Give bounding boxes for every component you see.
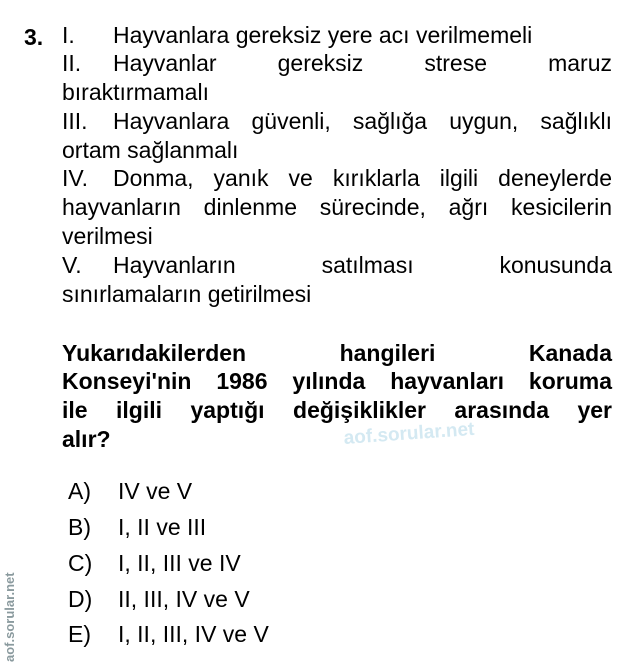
- option-text: II, III, IV ve V: [118, 586, 250, 612]
- watermark: aof.sorular.net: [343, 418, 476, 449]
- statement-3: [62, 107, 612, 135]
- statement-numeral: V.: [62, 252, 82, 278]
- option-key: C): [68, 550, 93, 576]
- side-watermark: aof.sorular.net: [2, 572, 17, 662]
- statement-3-cont: ortam sağlanmalı: [62, 137, 239, 163]
- option-a[interactable]: [68, 476, 192, 506]
- statement-numeral: III.: [62, 108, 88, 134]
- option-b[interactable]: [68, 512, 206, 542]
- statement-text: Hayvanların satılması konusunda: [113, 252, 612, 278]
- statement-2-cont: bıraktırmamalı: [62, 79, 209, 105]
- question-prompt: ile ilgili yaptığı değişiklikler arasında yer: [62, 397, 612, 423]
- statement-numeral: I.: [62, 22, 75, 48]
- option-key: A): [68, 478, 91, 504]
- statement-2: [62, 49, 612, 77]
- statement-text: Hayvanlar gereksiz strese maruz: [113, 50, 612, 76]
- statement-numeral: II.: [62, 50, 82, 76]
- option-text: I, II, III ve IV: [118, 550, 241, 576]
- statement-1: [62, 21, 612, 49]
- statement-5: [62, 251, 612, 279]
- question-prompt: alır?: [62, 426, 111, 452]
- option-text: IV ve V: [118, 478, 193, 504]
- statement-numeral: IV.: [62, 165, 89, 191]
- option-e[interactable]: [68, 619, 269, 649]
- option-key: D): [68, 586, 93, 612]
- option-key: E): [68, 621, 91, 647]
- option-text: I, II, III, IV ve V: [118, 621, 269, 647]
- question-number: 3.: [24, 24, 44, 50]
- question-prompt: Konseyi'nin 1986 yılında hayvanları koruma: [62, 368, 612, 394]
- statement-5-cont: sınırlamaların getirilmesi: [62, 281, 312, 307]
- option-d[interactable]: [68, 584, 250, 614]
- option-c[interactable]: [68, 548, 241, 578]
- option-key: B): [68, 514, 91, 540]
- statement-4: [62, 164, 612, 192]
- statement-4-cont: verilmesi: [62, 223, 153, 249]
- statement-text: Hayvanlara gereksiz yere acı verilmemeli: [113, 22, 533, 48]
- statement-text: Donma, yanık ve kırıklarla ilgili deneylerde: [113, 165, 612, 191]
- statement-4-cont: hayvanların dinlenme sürecinde, ağrı kesicilerin: [62, 194, 612, 220]
- statement-text: Hayvanlara güvenli, sağlığa uygun, sağlıklı: [113, 108, 612, 134]
- option-text: I, II ve III: [118, 514, 207, 540]
- question-prompt: Yukarıdakilerden hangileri Kanada: [62, 340, 612, 366]
